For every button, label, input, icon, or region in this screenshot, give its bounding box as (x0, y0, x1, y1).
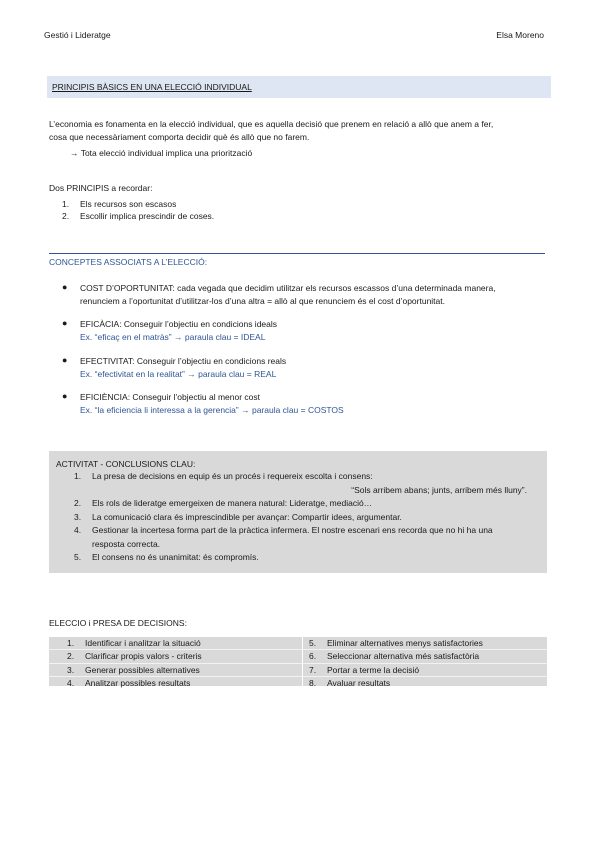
efectivitat-definition: EFECTIVITAT: Conseguir l’objectiu en condicions reals (80, 356, 287, 366)
activity-quote (49, 484, 547, 498)
list-item (49, 511, 547, 525)
bullet-dot: ● (62, 391, 68, 401)
list-number: 5. (74, 552, 82, 562)
bullet-dot: ● (62, 355, 68, 365)
step-text: Avaluar resultats (327, 677, 391, 688)
intro-line-1: L’economia es fonamenta en la elecció individual, que es aquella decisió que prenem en relació a allò que anem a fer, (49, 119, 494, 129)
principles-list (49, 198, 214, 222)
step-number: 6. (309, 651, 317, 662)
list-text: La presa de decisions en equip és un procés i requereix escolta i consens: (92, 471, 373, 481)
bullet-dot: ● (62, 282, 68, 292)
step-text: Analitzar possibles resultats (85, 677, 191, 688)
intro-arrow-note: → Tota elecció individual implica una priorització (70, 148, 253, 158)
step-text: Eliminar alternatives menys satisfactories (327, 638, 483, 648)
list-item (49, 524, 547, 551)
eficacia-definition: EFICÀCIA: Conseguir l’objectiu en condicions ideals (80, 319, 278, 329)
table-row (49, 650, 302, 663)
decisions-title: ELECCIO i PRESA DE DECISIONS: (49, 618, 187, 628)
header-course: Gestió i Lideratge (44, 30, 111, 40)
list-text-line-2: resposta correcta. (92, 538, 161, 549)
table-row (49, 664, 302, 677)
list-number: 1. (62, 199, 70, 209)
decisions-column-left (49, 637, 303, 686)
efectivitat-example: Ex. “efectivitat en la realitat” → paraula clau = REAL (80, 368, 277, 379)
list-item (49, 551, 547, 565)
step-text: Seleccionar alternativa més satisfactòria (327, 651, 480, 662)
table-row (303, 637, 547, 650)
table-row (49, 677, 302, 689)
decisions-table (49, 637, 547, 686)
step-text: Clarificar propis valors - criteris (85, 651, 202, 662)
step-number: 3. (67, 664, 75, 675)
list-text: Escollir implica prescindir de coses. (80, 211, 215, 221)
eficiencia-example: Ex. “la eficiencia li interessa a la gerencia” → paraula clau = COSTOS (80, 404, 344, 415)
step-number: 4. (67, 677, 75, 688)
table-row (303, 677, 547, 689)
list-number: 2. (62, 211, 70, 221)
step-text: Generar possibles alternatives (85, 664, 200, 675)
concepts-title: CONCEPTES ASSOCIATS A L’ELECCIÓ: (49, 257, 208, 267)
activity-title: ACTIVITAT - CONCLUSIONS CLAU: (56, 459, 196, 469)
concept-text (80, 282, 540, 307)
activity-box (49, 451, 547, 573)
list-text: Els recursos son escasos (80, 199, 177, 209)
bullet-dot: ● (62, 318, 68, 328)
list-number: 4. (74, 525, 82, 535)
intro-line-2: cosa que necessàriament comporta decidir què és allò que no farem. (49, 131, 310, 142)
concept-text (80, 355, 540, 380)
list-item (49, 470, 547, 484)
step-number: 1. (67, 638, 75, 648)
list-item (49, 198, 214, 210)
header-author: Elsa Moreno (496, 30, 544, 40)
step-number: 7. (309, 664, 317, 675)
eficacia-example: Ex. “eficaç en el matràs” → paraula clau = IDEAL (80, 331, 266, 342)
section-banner: PRINCIPIS BÀSICS EN UNA ELECCIÓ INDIVIDUAL (47, 76, 551, 98)
list-text: El consens no és unanimitat: és compromís. (92, 552, 259, 562)
activity-list (49, 470, 547, 565)
step-number: 5. (309, 638, 317, 648)
step-text: Identificar i analitzar la situació (85, 638, 201, 648)
table-row (49, 637, 302, 650)
cost-line-2: renunciem a l’oportunitat d’utilitzar-los d’una altra = allò al que renunciem és el cost d’oportunitat. (80, 295, 445, 306)
list-number: 1. (74, 471, 82, 481)
table-row (303, 650, 547, 663)
quote-text: “Sols arribem abans; junts, arribem més lluny”. (351, 484, 527, 495)
list-number: 3. (74, 511, 82, 522)
list-item (49, 497, 547, 511)
list-text-line-1: Gestionar la incertesa forma part de la pràctica infermera. El nostre escenari ens recorda que no hi ha una (92, 525, 493, 535)
list-item (49, 210, 214, 222)
cost-line-1: COST D’OPORTUNITAT: cada vegada que decidim utilitzar els recursos escassos d’una determinada manera, (80, 283, 496, 293)
list-text: La comunicació clara és imprescindible per avançar: Compartir idees, argumentar. (92, 511, 402, 522)
principles-title: Dos PRINCIPIS a recordar: (49, 183, 153, 193)
concept-text (80, 318, 540, 343)
decisions-column-right (303, 637, 547, 689)
eficiencia-definition: EFICIÈNCIA: Conseguir l’objectiu al menor cost (80, 392, 260, 402)
section-divider (49, 253, 545, 254)
intro-paragraph (49, 118, 549, 143)
step-number: 2. (67, 651, 75, 662)
step-text: Portar a terme la decisió (327, 664, 420, 675)
step-number: 8. (309, 677, 317, 688)
table-row (303, 664, 547, 677)
list-text: Els rols de lideratge emergeixen de manera natural: Lideratge, mediació… (92, 498, 373, 508)
list-number: 2. (74, 498, 82, 508)
concept-text (80, 391, 540, 416)
